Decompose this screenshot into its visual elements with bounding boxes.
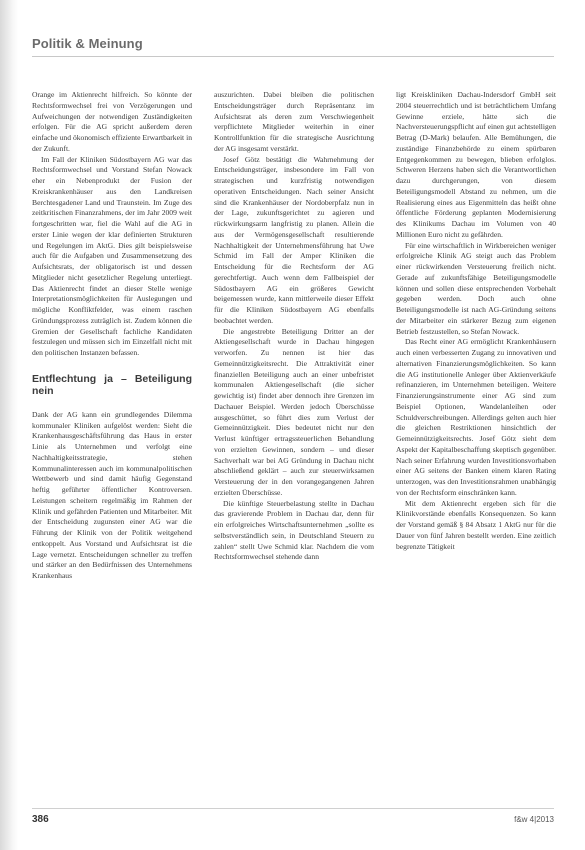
paragraph: Josef Götz bestätigt die Wahrnehmung der Entscheidungsträger, insbesondere im Fall von strategischen und kurzfristig notwendigen operativen Entscheidungen. Nach seiner Ansicht sind die Krankenhäuser der Nordoberpfalz nun in der Lage, zukunftsgerichtet zu agieren und rückwirkungsarm langfristig zu planen. Allein die aus der Vermögensgesellschaft resultierende Nachhaltigkeit der Unternehmensführung hat Uwe Schmid im Fall der Amper Kliniken die Entscheidung für die Rechtsform der AG gerechtfertigt. Auch wenn dem Fallbeispiel der Südostbayern AG ein größeres Gewicht beigemessen wurde, kann mittlerweile dieser Effekt für die Kliniken Südostbayern AG ebenfalls beobachtet werden. xyxy=(214,154,374,325)
section-heading: Politik & Meinung xyxy=(32,36,143,51)
paragraph: Die angestrebte Beteiligung Dritter an der Aktiengesellschaft wurde in Dachau hingegen verworfen. Zu nennen ist hier das Gemeinnützigkeitsrecht. Die Attraktivität einer finanziellen Beteiligung auch an einer unbefristet kommunalen Aktiengesellschaft (die sicher gewichtig ist) findet aber dennoch ihre Grenzen im Dachauer Beispiel. Werden jedoch Überschüsse ausgeschüttet, so führt dies zum Verlust der Gemeinnützigkeit. Dies bedeutet nicht nur den Verlust künftiger ertragssteuerlichen Behandlung von erzielten Gewinnen, sondern – und dieser Sachverhalt war bei AG Gründung in Dachau nicht abschließend geklärt – auch zur steuerwirksamen Versteuerung der in den vorangegangenen Jahren erzielten Überschüsse. xyxy=(214,326,374,497)
paragraph: Mit dem Aktienrecht ergeben sich für die Klinikvorstände ebenfalls Konsequenzen. So kann der Vorstand gemäß § 84 Absatz 1 AktG nur für die Dauer von fünf Jahren bestellt werden. Eine zeitlich begrenzte Tätigkeit xyxy=(396,498,556,551)
text-column-1 xyxy=(32,90,192,582)
paragraph: Dank der AG kann ein grundlegendes Dilemma kommunaler Kliniken aufgelöst werden: Sieht die Krankenhausgeschäftsführung das Haus in erster Linie als Unternehmen und verfolgt eine Nachhaltigkeitsstrategie, stehen Kommunalinteressen auch im kommunalpolitischen Wettbewerb und sind damit häufig Gegenstand heftig geführter öffentlicher Kontroversen. Leistungen scheitern regelmäßig im Rahmen der Klinik und gefährden Patienten und Mitarbeiter. Mit der Entscheidung zugunsten einer AG war die Führung der Klinik von der Politik weitgehend entkoppelt. Aus Vorstand und Aufsichtsrat ist die Lage vernetzt. Entscheidungen schneller zu treffen und stärker an den Bedürfnissen des Unternehmens Krankenhaus xyxy=(32,409,192,580)
text-column-3 xyxy=(396,90,556,552)
page-number: 386 xyxy=(32,814,49,825)
paragraph: auszurichten. Dabei bleiben die politischen Entscheidungsträger durch Repräsentanz im Aufsichtsrat als deren zum Verschwiegenheit verpflichtete Mitglieder weiterhin in einer Kontrollfunktion für die strategische Ausrichtung der AG insgesamt verstärkt. xyxy=(214,90,374,153)
paragraph: Im Fall der Kliniken Südostbayern AG war das Rechtsformwechsel und Vorstand Stefan Nowack eher ein Nebenprodukt der Fusion der Kreiskrankenhäuser aus den Landkreisen Berchtesgadener Land und Traunstein. Im Zuge des zeitkritischen Finanzrahmens, der im Jahr 2009 weit fortgeschritten war, fiel die Wahl auf die AG in erster Linie wegen der klar definierten Strukturen und Regelungen im AktG. Dies gilt beispielsweise auch für die Aufgaben und Zusammensetzung des Aufsichtsrats, der obligatorisch ist und dessen Mitglieder nicht gesetzlicher Regelung unterliegt. Das Aktienrecht findet an dieser Stelle wenige Interpretationsmöglichkeiten für Auslegungen und mögliche Konfliktfelder, was einem raschen Gründungsprozess zuträglich ist. Zudem können die Gremien der Gesellschaft fachliche Kandidaten festzulegen und müssen sich im Einzelfall nicht mit den politischen Instanzen befassen. xyxy=(32,154,192,357)
paragraph: ligt Kreiskliniken Dachau-Indersdorf GmbH seit 2004 steuerrechtlich und ist beträchtlichem Umfang Gewinne erziele, hätte sich die Nachversteuerungspflicht auf einen gut achtstelligen Betrag (D-Mark) belaufen. Alle Bemühungen, die zuständige Finanzbehörde zu einem spürbaren Entgegenkommen zu bewegen, blieben erfolglos. Schweren Herzens haben sich die Verantwortlichen dazu durchgerungen, von diesem Beteiligungsmodell Abstand zu nehmen, um die Realisierung eines aus Eigenmitteln das heißt ohne öffentliche Förderung geplanten Modernisierung des Klinikums Dachau im Volumen von 40 Millionen Euro nicht zu gefährden. xyxy=(396,90,556,239)
subheading: Entflechtung ja – Beteiligung nein xyxy=(32,372,192,398)
paragraph: Orange im Aktienrecht hilfreich. So könnte der Rechtsformwechsel frei von Verzögerungen und Aufweichungen der notwendigen Zuständigkeiten erfolgen. Für die AG spricht außerdem deren einfache und ökonomisch effiziente Erwartbarkeit in der Zukunft. xyxy=(32,90,192,153)
text-column-2 xyxy=(214,90,374,563)
issue-label: f&w 4|2013 xyxy=(514,815,554,824)
paragraph: Das Recht einer AG ermöglicht Krankenhäusern auch einen verbesserten Zugang zu innovativen und alternativen Finanzierungsmöglichkeiten. So kann die AG institutionelle Anleger über Aktienverkäufe refinanzieren, im Unternehmen beteiligen. Weitere Finanzierungsinstrumente einer AG sind zum Beispiel Optionen, Wandelanleihen oder Schuldverschreibungen. Allerdings gelten auch hier die gleichen Restriktionen hinsichtlich der Gemeinnützigkeitsrechts. Josef Götz sieht dem Aspekt der Kapitalbeschaffung skeptisch gegenüber. Nach seiner Erfahrung wurden Investitionsvorhaben einer AG seitens der Banken einem klaren Rating unterzogen, was den Investitionsrahmen unabhängig von der Rechtsform einschränken kann. xyxy=(396,337,556,497)
paragraph: Die künftige Steuerbelastung stellte in Dachau das gravierende Problem in Dachau dar, denn für ein erfolgreiches Wirtschaftsunternehmen „sollte es selbstverständlich sein, in Deutschland Steuern zu zahlen“ stellt Uwe Schmid klar. Nachdem die vom Rechtsformwechsel stehende dann xyxy=(214,498,374,562)
paragraph: Für eine wirtschaftlich in Wirkbereichen weniger erfolgreiche Klinik AG steigt auch das Problem einer rückwirkenden Versteuerung freilich nicht. Gerade auf zukunftsfähige Beteiligungsmodelle können und sollen diese entsprechenden Vorbehalt gegeben werden. Doch auch ohne Beteiligungsmodelle ist nach AG-Gründung seitens der Mitarbeiter ein stärkerer Bezug zum eigenen Betrieb festzustellen, so Stefan Nowack. xyxy=(396,240,556,336)
scan-edge-shadow xyxy=(0,0,18,850)
footer-divider xyxy=(32,808,554,809)
section-divider xyxy=(32,56,554,57)
